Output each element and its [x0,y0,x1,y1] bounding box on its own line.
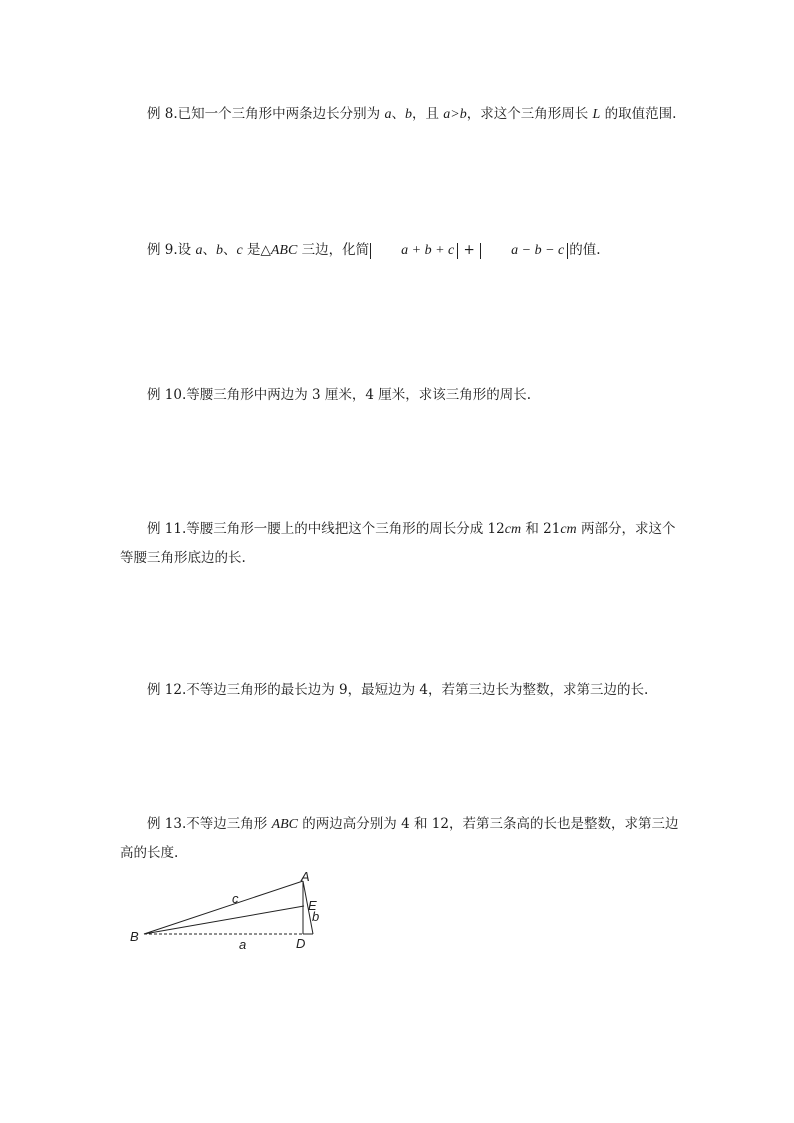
problem-10-text: 例 10.等腰三角形中两边为 3 厘米，4 厘米，求该三角形的周长. [147,387,532,403]
problem-8 [120,100,680,129]
label-D: D [296,936,306,951]
problem-9 [120,236,680,265]
var-b: b [404,107,412,122]
height-BE [144,906,304,934]
problem-9-text: 三边，化简 [297,242,370,258]
problem-11-text: 两部分，求这个等腰三角形底边的长. [120,521,676,566]
unit: cm [560,522,577,537]
label-E: E [308,898,317,913]
problem-13-text: 例 13.不等边三角形 [147,816,272,832]
absolute-value-2: a − b − c [480,243,568,259]
var-L: L [592,107,601,122]
side-c [144,881,303,934]
label-c: c [232,891,239,906]
label-B: B [130,929,139,944]
separator: 、 [222,242,237,258]
problem-8-text: 例 8.已知一个三角形中两条边长分别为 [147,106,385,122]
problem-12 [120,676,680,704]
separator: 、 [391,106,405,122]
problem-10 [120,381,680,409]
triangle-name: ABC [271,817,299,832]
problem-8-text: ，且 [411,106,444,122]
problem-8-text: 的取值范围. [600,106,677,122]
var-c: c [236,243,243,258]
triangle-name: ABC [270,243,298,258]
problem-13 [120,810,680,867]
problem-13-text: 的两边高分别为 4 和 12，若第三条高的长也是整数，求第三边高的长度. [120,816,679,861]
problem-11-text: 和 21 [521,521,561,537]
problem-12-text: 例 12.不等边三角形的最长边为 9，最短边为 4，若第三边长为整数，求第三边的长. [147,682,649,698]
triangle-figure [122,868,332,958]
problem-9-text: 的值. [569,242,601,258]
label-b: b [312,909,320,924]
problem-11-text: 例 11.等腰三角形一腰上的中线把这个三角形的周长分成 12 [147,521,505,537]
separator: 、 [202,242,216,258]
label-a: a [239,937,247,952]
condition: a>b [443,107,467,122]
absolute-value-1: a + b + c [370,243,458,259]
problem-9-text: 例 9.设 [147,242,196,258]
problem-11 [120,515,680,572]
problem-9-text: 是△ [242,242,271,258]
var-a: a [195,243,203,258]
var-b: b [215,243,223,258]
problem-8-text: ，求这个三角形周长 [466,106,593,122]
label-A: A [301,869,310,884]
var-a: a [384,107,392,122]
unit: cm [504,522,522,537]
plus-sign: + [459,242,480,258]
